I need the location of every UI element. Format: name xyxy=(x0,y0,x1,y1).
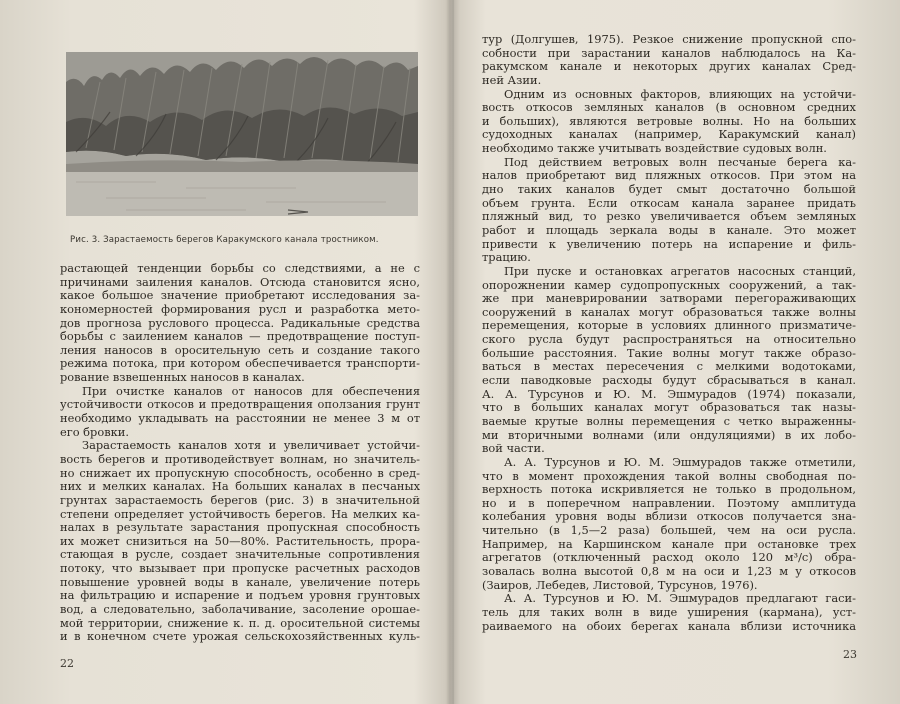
text-line: причинами заиления каналов. Отсюда становится ясно, xyxy=(60,274,420,289)
text-line: и в конечном счете урожая сельскохозяйственных куль- xyxy=(60,629,420,644)
text-line: раиваемого на обоих берегах канала вблизи источника xyxy=(482,618,856,633)
text-line: вость берегов и противодействует волнам, но значитель- xyxy=(60,451,420,466)
reed-photo-drawing xyxy=(66,52,418,216)
text-line: А. А. Турсунов и Ю. М. Эшмурадов (1974) показали, xyxy=(482,386,856,401)
text-line: налов приобретают вид пляжных откосов. При этом на xyxy=(482,168,856,183)
text-line: растающей тенденции борьбы со следствиями, а не с xyxy=(60,261,420,275)
text-line: тель для таких волн в виде уширения (кармана), уст- xyxy=(482,604,856,619)
text-line: потоку, что вызывает при пропуске расчетных расходов xyxy=(60,561,420,576)
text-line: зовалась волна высотой 0,8 м на оси и 1,23 м у откосов xyxy=(482,563,856,578)
text-line: на фильтрацию и испарение и подъем уровня грунтовых xyxy=(60,588,420,603)
text-line: повышение уровней воды в канале, увеличение потерь xyxy=(60,574,420,589)
text-line: При пуске и остановках агрегатов насосных станций, xyxy=(504,263,856,278)
text-line: трацию. xyxy=(482,250,531,265)
text-line: перемещения, которые в условиях длинного призматиче- xyxy=(482,318,856,333)
book-gutter xyxy=(446,0,460,704)
text-line: ракумском канале и некоторых других каналах Сред- xyxy=(482,59,856,74)
page-number-left: 22 xyxy=(60,657,74,670)
text-line: дов прогноза руслового процесса. Радикальные средства xyxy=(60,315,420,330)
text-line: А. А. Турсунов и Ю. М. Эшмурадов также отметили, xyxy=(504,454,856,469)
text-line: ского русла будут распространяться на относительно xyxy=(482,332,856,347)
text-line: (Заиров, Лебедев, Листовой, Турсунов, 1976). xyxy=(482,577,758,592)
text-line: их может снизиться на 50—80%. Растительность, прора- xyxy=(60,533,420,548)
text-line: стающая в русле, создает значительные сопротивления xyxy=(60,547,420,562)
text-line: устойчивости откосов и предотвращения оползания грунт xyxy=(60,397,420,412)
text-line: Одним из основных факторов, влияющих на устойчи- xyxy=(504,86,856,101)
text-line: же при маневрировании затворами перегораживающих xyxy=(482,291,856,306)
text-line: судоходных каналах (например, Каракумский канал) xyxy=(482,127,856,142)
text-line: опорожнении камер судопропускных сооружений, а так- xyxy=(482,277,856,292)
left-page-text xyxy=(60,262,420,644)
text-line: При очистке каналов от наносов для обеспечения xyxy=(82,383,420,398)
text-line: агрегатов (отключенный расход около 120 м³/с) обра- xyxy=(482,550,856,565)
text-line: дно таких каналов будет смыт достаточно большой xyxy=(482,182,856,197)
text-line: пляжный вид, то резко увеличивается объем земляных xyxy=(482,209,856,224)
text-line: Например, на Каршинском канале при остановке трех xyxy=(482,536,856,551)
text-line: необходимо также учитывать воздействие судовых волн. xyxy=(482,141,827,156)
text-line: объем грунта. Если откосам канала заранее придать xyxy=(482,195,856,210)
text-line: режима потока, при котором обеспечивается транспорти- xyxy=(60,356,420,371)
reed-photo xyxy=(66,52,418,216)
text-line: борьбы с заилением каналов — предотвращение поступ- xyxy=(60,329,420,344)
page-number-right: 23 xyxy=(843,648,857,661)
text-line: степени определяет устойчивость берегов. На мелких ка- xyxy=(60,506,420,521)
text-line: ней Азии. xyxy=(482,72,542,87)
text-line: Зарастаемость каналов хотя и увеличивает устойчи- xyxy=(82,438,420,453)
text-line: но и в поперечном направлении. Поэтому амплитуда xyxy=(482,495,856,510)
text-line: какое большое значение приобретают исследования за- xyxy=(60,288,420,303)
text-line: Под действием ветровых волн песчаные берега ка- xyxy=(504,154,856,169)
text-line: тур (Долгушев, 1975). Резкое снижение пропускной спо- xyxy=(482,32,856,46)
text-line: вод, а следовательно, заболачивание, засоление орошае- xyxy=(60,602,420,617)
text-line: вость откосов земляных каналов (в основном средних xyxy=(482,100,856,115)
text-line: ми вторичными волнами (или ондуляциями) в их лобо- xyxy=(482,427,856,442)
text-line: если паводковые расходы будут сбрасываться в канал. xyxy=(482,373,856,388)
right-page-text xyxy=(482,33,856,633)
text-line: но снижает их пропускную способность, особенно в сред- xyxy=(60,465,420,480)
text-line: и больших), являются ветровые волны. Но на больших xyxy=(482,113,856,128)
text-line: ления наносов в оросительную сеть и создание такого xyxy=(60,342,420,357)
text-line: колебания уровня воды вблизи откосов получается зна- xyxy=(482,509,856,524)
text-line: А. А. Турсунов и Ю. М. Эшмурадов предлагают гаси- xyxy=(504,591,856,606)
text-line: его бровки. xyxy=(60,424,129,439)
text-line: собности при зарастании каналов наблюдалось на Ка- xyxy=(482,45,856,60)
text-line: работ и площадь зеркала воды в канале. Это может xyxy=(482,222,856,237)
text-line: мой территории, снижение к. п. д. оросительной системы xyxy=(60,615,420,630)
text-line: рование взвешенных наносов в каналах. xyxy=(60,370,305,385)
text-line: верхность потока искривляется не только в продольном, xyxy=(482,482,856,497)
text-line: сооружений в каналах могут образоваться также волны xyxy=(482,304,856,319)
text-line: них и мелких каналах. На больших каналах в песчаных xyxy=(60,479,420,494)
text-line: грунтах зарастаемость берегов (рис. 3) в значительной xyxy=(60,492,420,507)
text-line: ваться в местах пересечения с мелкими водотоками, xyxy=(482,359,856,374)
text-line: что в больших каналах могут образоваться так назы- xyxy=(482,400,856,415)
text-line: чительно (в 1,5—2 раза) большей, чем на оси русла. xyxy=(482,523,856,538)
text-line: что в момент прохождения такой волны свободная по- xyxy=(482,468,856,483)
text-line: налах в результате зарастания пропускная способность xyxy=(60,520,420,535)
text-line: большие расстояния. Такие волны могут также образо- xyxy=(482,345,856,360)
text-line: вой части. xyxy=(482,441,545,456)
text-line: кономерностей формирования русл и разработка мето- xyxy=(60,301,420,316)
figure-caption: Рис. 3. Зарастаемость берегов Каракумского канала тростником. xyxy=(70,235,379,245)
text-line: ваемые крутые волны перемещения с четко выраженны- xyxy=(482,413,856,428)
text-line: привести к увеличению потерь на испарение и филь- xyxy=(482,236,856,251)
text-line: необходимо укладывать на расстоянии не менее 3 м от xyxy=(60,411,420,426)
